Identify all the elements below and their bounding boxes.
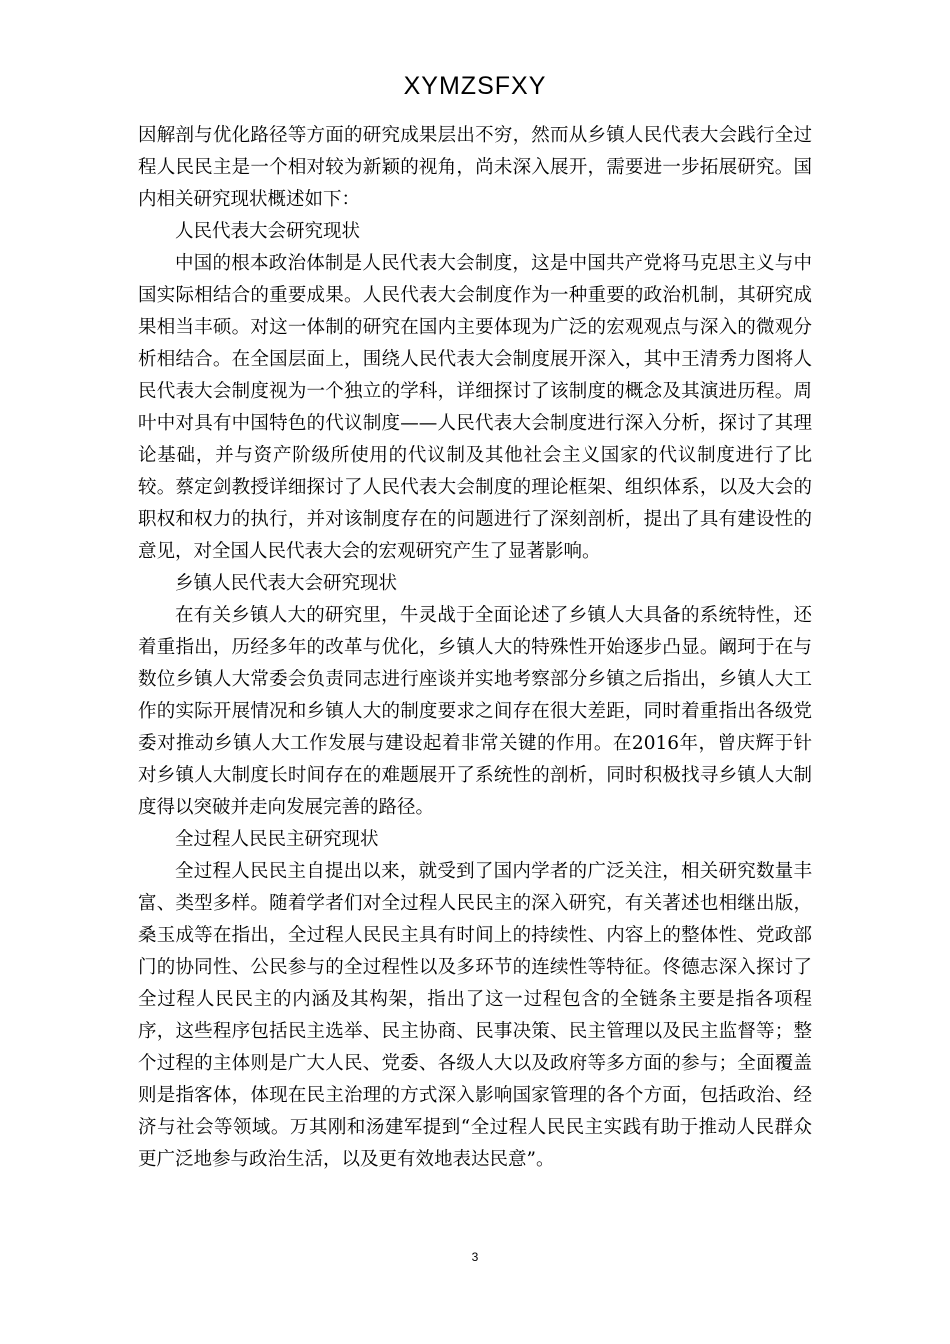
paragraph-township-npc-research: 在有关乡镇人大的研究里，牛灵战于全面论述了乡镇人大具备的系统特性，还着重指出，历经多年的改革与优化，乡镇人大的特殊性开始逐步凸显。阚珂于在与数位乡镇人大常委会负责同志进行座谈并实地考察部分乡镇之后指出，乡镇人大工作的实际开展情况和乡镇人大的制度要求之间存在很大差距，同时着重指出各级党委对推动乡镇人大工作发展与建设起着非常关键的作用。在2016年，曾庆辉于针对乡镇人大制度长时间存在的难题展开了系统性的剖析，同时积极找寻乡镇人大制度得以突破并走向发展完善的路径。 xyxy=(138,605,812,818)
section-heading-whole-process-democracy: 全过程人民民主研究现状 xyxy=(175,829,379,850)
section-heading-township-npc-research: 乡镇人民代表大会研究现状 xyxy=(175,573,398,594)
paragraph-continuation: 因解剖与优化路径等方面的研究成果层出不穷，然而从乡镇人民代表大会践行全过程人民民主是一个相对较为新颖的视角，尚未深入展开，需要进一步拓展研究。国内相关研究现状概述如下： xyxy=(138,125,812,210)
page-header-title: XYMZSFXY xyxy=(403,72,547,100)
page-number: 3 xyxy=(471,1250,479,1264)
body-text xyxy=(138,120,812,1176)
paragraph-whole-process-democracy: 全过程人民民主自提出以来，就受到了国内学者的广泛关注，相关研究数量丰富、类型多样。随着学者们对全过程人民民主的深入研究，有关著述也相继出版，桑玉成等在指出，全过程人民民主具有时间上的持续性、内容上的整体性、党政部门的协同性、公民参与的全过程性以及多环节的连续性等特征。佟德志深入探讨了全过程人民民主的内涵及其构架，指出了这一过程包含的全链条主要是指各项程序，这些程序包括民主选举、民主协商、民事决策、民主管理以及民主监督等；整个过程的主体则是广大人民、党委、各级人大以及政府等多方面的参与；全面覆盖则是指客体，体现在民主治理的方式深入影响国家管理的各个方面，包括政治、经济与社会等领域。万其刚和汤建军提到“全过程人民民主实践有助于推动人民群众更广泛地参与政治生活，以及更有效地表达民意”。 xyxy=(138,861,812,1170)
section-heading-npc-research: 人民代表大会研究现状 xyxy=(175,221,361,242)
paragraph-npc-research: 中国的根本政治体制是人民代表大会制度，这是中国共产党将马克思主义与中国实际相结合的重要成果。人民代表大会制度作为一种重要的政治机制，其研究成果相当丰硕。对这一体制的研究在国内主要体现为广泛的宏观观点与深入的微观分析相结合。在全国层面上，围绕人民代表大会制度展开深入，其中王清秀力图将人民代表大会制度视为一个独立的学科，详细探讨了该制度的概念及其演进历程。周叶中对具有中国特色的代议制度——人民代表大会制度进行深入分析，探讨了其理论基础，并与资产阶级所使用的代议制及其他社会主义国家的代议制度进行了比较。蔡定剑教授详细探讨了人民代表大会制度的理论框架、组织体系，以及大会的职权和权力的执行，并对该制度存在的问题进行了深刻剖析，提出了具有建设性的意见，对全国人民代表大会的宏观研究产生了显著影响。 xyxy=(138,253,812,562)
